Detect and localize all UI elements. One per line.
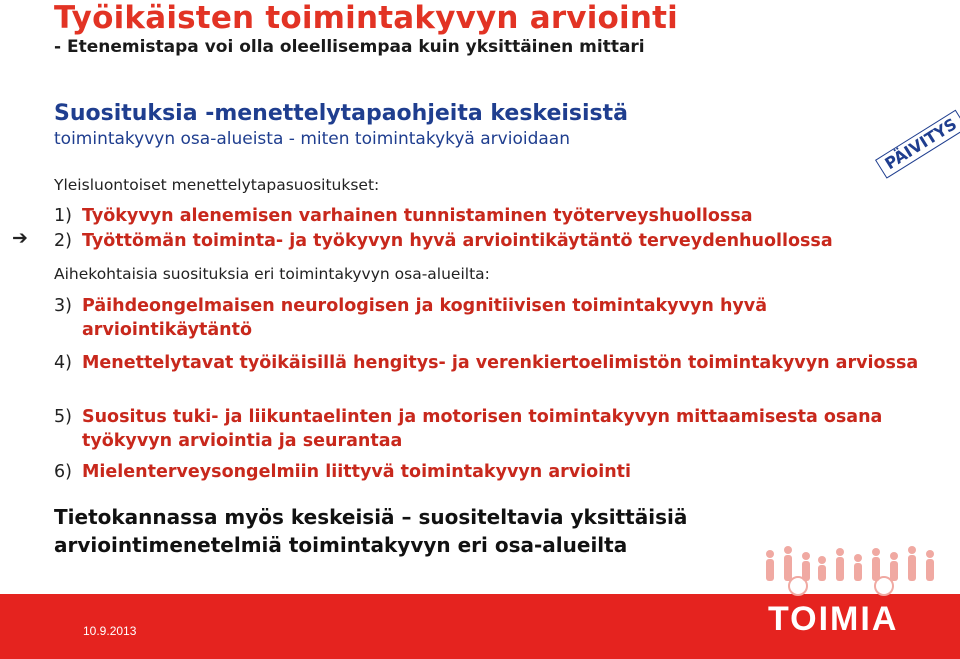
section-title: Suosituksia -menettelytapaohjeita keskeisistä xyxy=(54,101,629,126)
list-item-text: Päihdeongelmaisen neurologisen ja kognitiivisen toimintakyvyn hyvä arviointikäytäntö xyxy=(82,296,768,340)
database-note-line: arviointimenetelmiä toimintakyvyn eri osa-alueilta xyxy=(54,533,628,557)
general-recommendations-label: Yleisluontoiset menettelytapasuositukset: xyxy=(54,176,380,194)
topical-recommendations-label: Aihekohtaisia suosituksia eri toimintakyvyn osa-alueilta: xyxy=(54,265,490,283)
update-stamp: PÄIVITYS xyxy=(875,110,960,179)
list-item-number: 3) xyxy=(54,296,72,316)
page-subtitle: - Etenemistapa voi olla oleellisempaa kuin yksittäinen mittari xyxy=(54,37,645,57)
list-item xyxy=(54,460,944,484)
list-item-text: Työttömän toiminta- ja työkyvyn hyvä arviointikäytäntö terveydenhuollossa xyxy=(82,231,833,251)
people-figures-icon xyxy=(760,540,955,600)
database-note xyxy=(54,503,687,559)
list-item-number: 1) xyxy=(54,206,72,226)
list-item-number: 5) xyxy=(54,407,72,427)
list-item xyxy=(54,351,944,375)
list-item-number: 2) xyxy=(54,231,72,251)
list-item-text: Työkyvyn alenemisen varhainen tunnistaminen työterveyshuollossa xyxy=(82,206,753,226)
list-item-number: 4) xyxy=(54,353,72,373)
toimia-logo: TOIMIA xyxy=(768,600,899,638)
arrow-right-icon: ➔ xyxy=(12,227,28,249)
list-item-number: 6) xyxy=(54,462,72,482)
list-item-text: Menettelytavat työikäisillä hengitys- ja verenkiertoelimistön toimintakyvyn arviossa xyxy=(82,353,919,373)
list-item xyxy=(54,229,944,253)
section-subtitle: toimintakyvyn osa-alueista - miten toimintakykyä arvioidaan xyxy=(54,129,570,149)
list-item xyxy=(54,405,944,453)
list-item-text: Mielenterveysongelmiin liittyvä toimintakyvyn arviointi xyxy=(82,462,632,482)
list-item xyxy=(54,294,884,342)
list-item xyxy=(54,204,944,228)
footer-date: 10.9.2013 xyxy=(83,624,137,638)
page-title: Työikäisten toimintakyvyn arviointi xyxy=(54,0,678,36)
list-item-text: Suositus tuki- ja liikuntaelinten ja motorisen toimintakyvyn mittaamisesta osana työkyvyn arviointia ja seurantaa xyxy=(82,407,883,451)
database-note-line: Tietokannassa myös keskeisiä – suositeltavia yksittäisiä xyxy=(54,505,688,529)
